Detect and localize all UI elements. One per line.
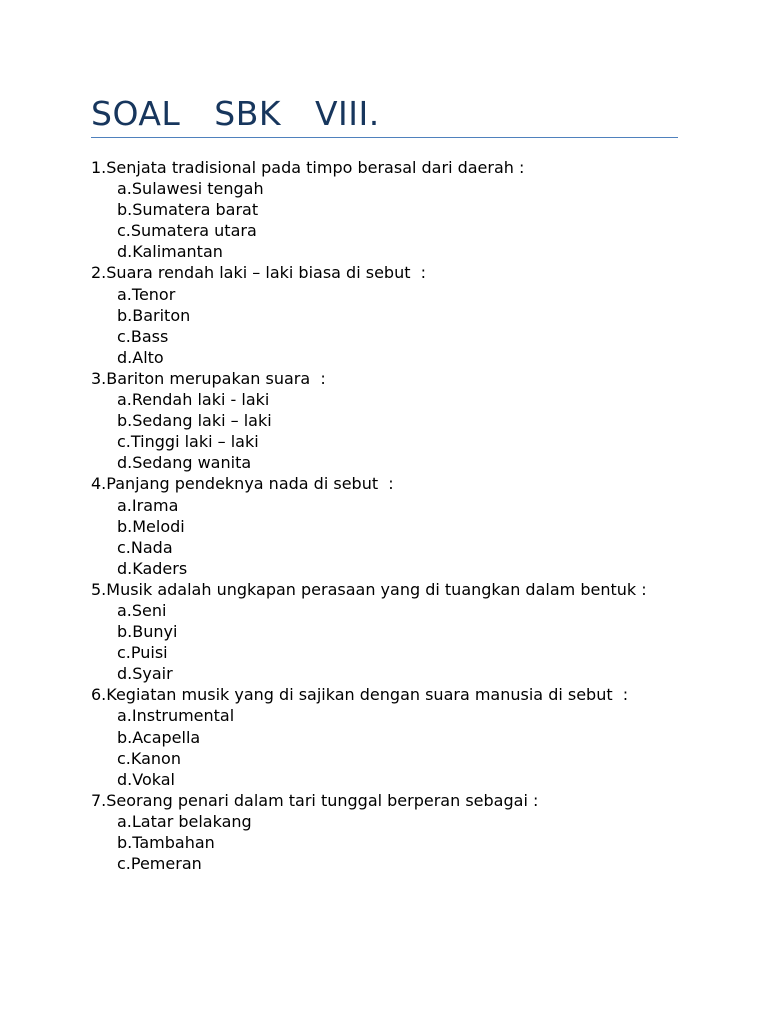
option-d: d.Kalimantan — [117, 242, 223, 262]
option-list — [91, 705, 681, 789]
option-c: c.Kanon — [117, 748, 181, 768]
option-c: c.Tinggi laki – laki — [117, 432, 259, 452]
option-b: b.Sumatera barat — [117, 200, 259, 220]
option-b: b.Tambahan — [117, 833, 215, 852]
option-d: d.Syair — [117, 664, 173, 684]
question-1 — [91, 157, 681, 262]
document-title: SOAL SBK VIII. — [91, 94, 380, 133]
question-6 — [91, 684, 681, 789]
option-d: d.Alto — [117, 347, 164, 367]
option-list — [91, 284, 681, 368]
question-text: 2.Suara rendah laki – laki biasa di sebut : — [91, 263, 427, 283]
option-a: a.Sulawesi tengah — [117, 179, 264, 199]
option-a: a.Latar belakang — [117, 811, 252, 831]
title-underline — [91, 137, 678, 138]
option-c: c.Pemeran — [117, 854, 202, 874]
question-text: 3.Bariton merupakan suara : — [91, 368, 326, 388]
question-5 — [91, 579, 681, 684]
option-a: a.Tenor — [117, 284, 176, 304]
option-b: b.Bunyi — [117, 622, 178, 642]
question-text: 5.Musik adalah ungkapan perasaan yang di tuangkan dalam bentuk : — [91, 579, 647, 599]
option-c: c.Sumatera utara — [117, 221, 257, 241]
option-c: c.Puisi — [117, 643, 168, 663]
option-c: c.Nada — [117, 537, 173, 557]
question-text: 4.Panjang pendeknya nada di sebut : — [91, 474, 394, 494]
option-b: b.Acapella — [117, 727, 201, 747]
question-text: 6.Kegiatan musik yang di sajikan dengan suara manusia di sebut : — [91, 685, 629, 705]
option-list — [91, 811, 681, 874]
option-d: d.Kaders — [117, 558, 188, 578]
option-b: b.Bariton — [117, 305, 191, 325]
option-a: a.Instrumental — [117, 706, 235, 726]
question-text: 1.Senjata tradisional pada timpo berasal dari daerah : — [91, 158, 525, 177]
option-d: d.Vokal — [117, 769, 175, 789]
question-2 — [91, 262, 681, 367]
question-4 — [91, 473, 681, 578]
option-a: a.Irama — [117, 495, 179, 515]
option-c: c.Bass — [117, 326, 169, 346]
option-b: b.Melodi — [117, 516, 185, 536]
option-list — [91, 600, 681, 684]
option-a: a.Rendah laki - laki — [117, 390, 270, 410]
option-list — [91, 389, 681, 473]
option-b: b.Sedang laki – laki — [117, 411, 272, 431]
question-list — [91, 157, 681, 874]
option-a: a.Seni — [117, 600, 167, 620]
option-list — [91, 178, 681, 262]
question-text: 7.Seorang penari dalam tari tunggal berperan sebagai : — [91, 790, 539, 810]
question-3 — [91, 368, 681, 473]
option-d: d.Sedang wanita — [117, 453, 252, 473]
option-list — [91, 495, 681, 579]
question-7 — [91, 790, 681, 874]
